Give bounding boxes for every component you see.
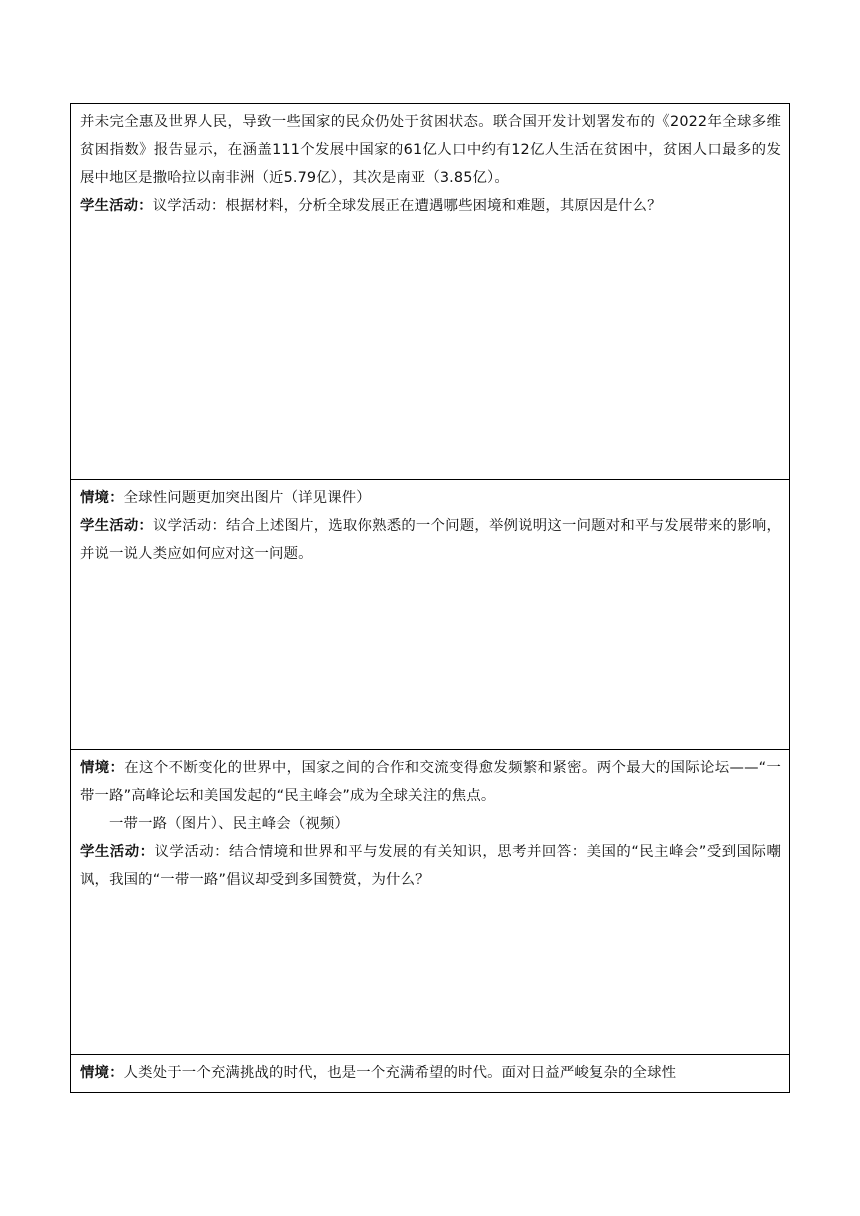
activity-paragraph: [80, 838, 781, 894]
table-cell-forums: [71, 750, 790, 1055]
table-row: [71, 750, 790, 1055]
activity-text: 议学活动：结合情境和世界和平与发展的有关知识，思考并回答：美国的“民主峰会”受到国际嘲讽，我国的“一带一路”倡议却受到多国赞赏，为什么？: [80, 844, 781, 888]
media-note-paragraph: [80, 810, 781, 838]
activity-paragraph: [80, 512, 781, 568]
activity-label: 学生活动：: [80, 844, 155, 860]
context-label: 情境：: [80, 1065, 124, 1081]
table-cell-challenges: [71, 1055, 790, 1093]
context-paragraph: [80, 484, 781, 512]
material-text: 并未完全惠及世界人民，导致一些国家的民众仍处于贫困状态。联合国开发计划署发布的《2022年全球多维贫困指数》报告显示，在涵盖111个发展中国家的61亿人口中约有12亿人生活在贫困中，贫困人口最多的发展中地区是撒哈拉以南非洲（近5.79亿），其次是南亚（3.85亿）。: [80, 114, 781, 186]
context-text: 人类处于一个充满挑战的时代，也是一个充满希望的时代。面对日益严峻复杂的全球性: [123, 1065, 677, 1081]
context-paragraph: [80, 754, 781, 810]
table-row: [71, 104, 790, 480]
activity-label: 学生活动：: [80, 198, 153, 214]
activity-label: 学生活动：: [80, 518, 154, 534]
context-text: 在这个不断变化的世界中，国家之间的合作和交流变得愈发频繁和紧密。两个最大的国际论坛——“一带一路”高峰论坛和美国发起的“民主峰会”成为全球关注的焦点。: [80, 760, 781, 804]
table-cell-poverty: [71, 104, 790, 480]
activity-text: 议学活动：根据材料，分析全球发展正在遭遇哪些困境和难题，其原因是什么？: [152, 198, 662, 214]
media-note-text: 一带一路（图片）、民主峰会（视频）: [109, 816, 349, 832]
table-cell-global-issues: [71, 480, 790, 750]
context-text: 全球性问题更加突出图片（详见课件）: [123, 490, 371, 506]
material-paragraph: [80, 108, 781, 192]
context-label: 情境：: [80, 490, 124, 506]
activity-text: 议学活动：结合上述图片，选取你熟悉的一个问题，举例说明这一问题对和平与发展带来的影响，并说一说人类应如何应对这一问题。: [80, 518, 781, 562]
activity-paragraph: [80, 192, 781, 220]
lesson-table: [70, 103, 790, 1093]
context-paragraph: [80, 1059, 781, 1087]
table-row: [71, 1055, 790, 1093]
context-label: 情境：: [80, 760, 125, 776]
table-row: [71, 480, 790, 750]
